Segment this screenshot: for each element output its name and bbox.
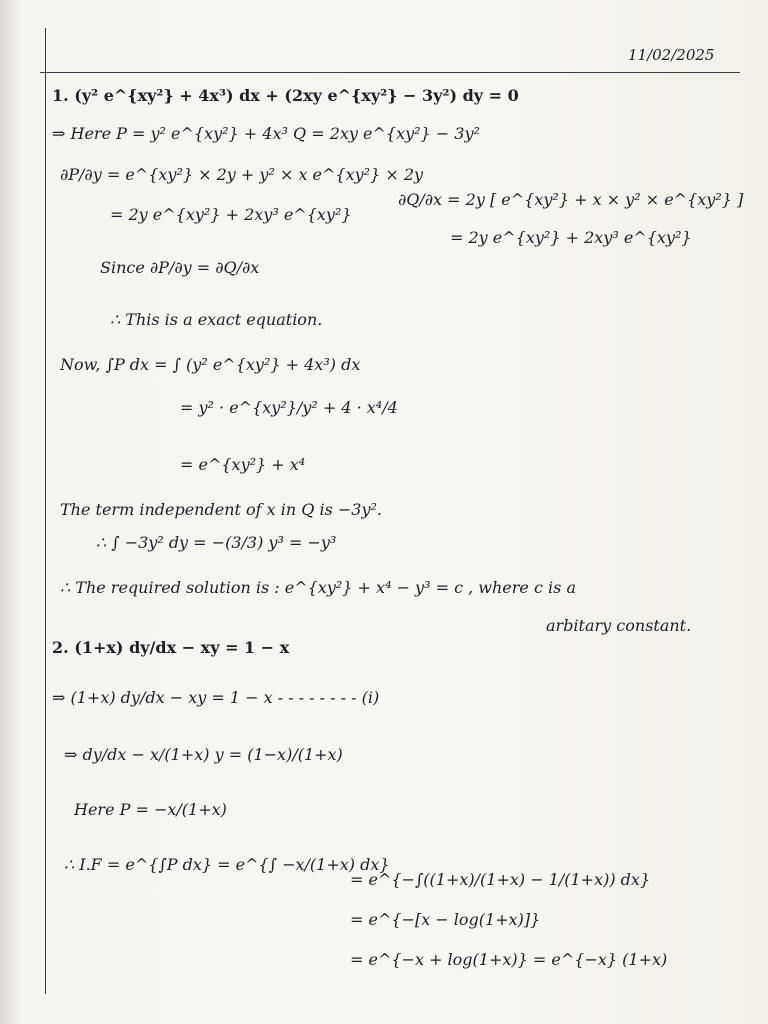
date: 11/02/2025 bbox=[628, 46, 715, 64]
equation-i: ⇒ (1+x) dy/dx − xy = 1 − x - - - - - - - - (i) bbox=[52, 688, 380, 707]
required-solution: ∴ The required solution is : e^{xy²} + x⁴ − y³ = c , where c is a bbox=[60, 578, 576, 597]
dp-dy: ∂P/∂y = e^{xy²} × 2y + y² × x e^{xy²} × 2y bbox=[60, 165, 424, 184]
if-step-2: = e^{−[x − log(1+x)]} bbox=[350, 910, 541, 929]
here-p: Here P = −x/(1+x) bbox=[74, 800, 227, 819]
exact-equation: ∴ This is a exact equation. bbox=[110, 310, 323, 329]
margin-rule bbox=[45, 28, 46, 994]
since-equal: Since ∂P/∂y = ∂Q/∂x bbox=[100, 258, 260, 277]
dq-dx-simplified: = 2y e^{xy²} + 2xy³ e^{xy²} bbox=[450, 228, 692, 247]
dq-dx: ∂Q/∂x = 2y [ e^{xy²} + x × y² × e^{xy²} ] bbox=[398, 190, 744, 209]
integral-p: Now, ∫P dx = ∫ (y² e^{xy²} + 4x³) dx bbox=[60, 355, 361, 374]
term-independent: The term independent of x in Q is −3y². bbox=[60, 500, 383, 519]
integrating-factor: ∴ I.F = e^{∫P dx} = e^{∫ −x/(1+x) dx} bbox=[64, 855, 390, 874]
dp-dy-simplified: = 2y e^{xy²} + 2xy³ e^{xy²} bbox=[110, 205, 352, 224]
if-step-1: = e^{−∫((1+x)/(1+x) − 1/(1+x)) dx} bbox=[350, 870, 651, 889]
question-2: 2. (1+x) dy/dx − xy = 1 − x bbox=[52, 638, 290, 657]
question-1: 1. (y² e^{xy²} + 4x³) dx + (2xy e^{xy²} − 3y²) dy = 0 bbox=[52, 86, 519, 105]
if-step-3: = e^{−x + log(1+x)} = e^{−x} (1+x) bbox=[350, 950, 668, 969]
integral-step: = y² · e^{xy²}/y² + 4 · x⁴/4 bbox=[180, 398, 398, 417]
integral-result: = e^{xy²} + x⁴ bbox=[180, 455, 306, 474]
integral-q-term: ∴ ∫ −3y² dy = −(3/3) y³ = −y³ bbox=[96, 533, 337, 552]
here-p-q: ⇒ Here P = y² e^{xy²} + 4x³ Q = 2xy e^{xy²} − 3y² bbox=[52, 124, 480, 143]
top-rule bbox=[40, 72, 740, 73]
standard-form: ⇒ dy/dx − x/(1+x) y = (1−x)/(1+x) bbox=[64, 745, 343, 764]
arbitrary-constant: arbitary constant. bbox=[546, 616, 692, 635]
